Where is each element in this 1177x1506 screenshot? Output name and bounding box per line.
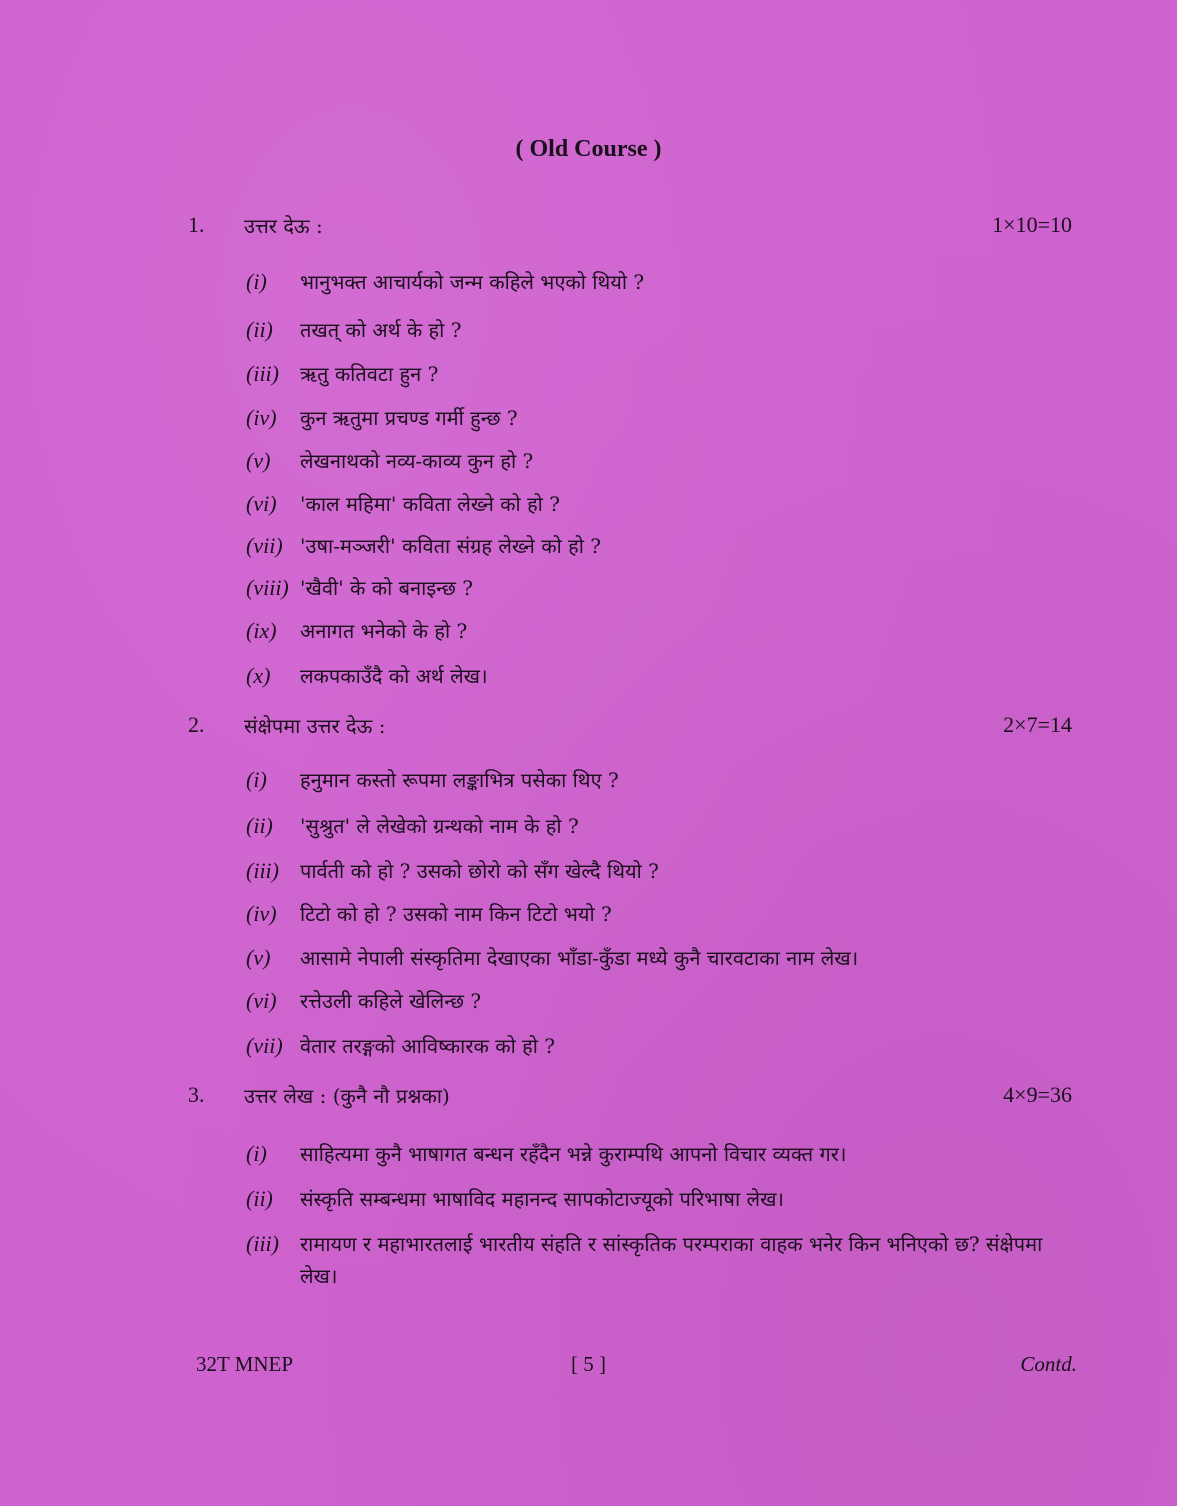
item-text: लेखनाथको नव्य-काव्य कुन हो ? [300,449,534,473]
item-text: 'सुश्रुत' ले लेखेको ग्रन्थको नाम के हो ? [300,814,579,838]
item-number: (vii) [246,1033,283,1058]
item-number: (ii) [246,317,273,342]
item-number: (ii) [246,1186,273,1211]
item-text: आसामे नेपाली संस्कृतिमा देखाएका भाँडा-कुँडा मध्ये कुनै चारवटाका नाम लेख। [300,946,859,970]
item-number: (vi) [246,988,277,1013]
item-number: (v) [246,945,271,970]
item-text: वेतार तरङ्गको आविष्कारक को हो ? [300,1034,555,1058]
item-number: (iv) [246,405,277,430]
question-number: 3. [188,1082,205,1107]
question-item [246,488,1086,520]
item-number: (viii) [246,575,289,600]
question-marks: 4×9=36 [1003,1082,1072,1107]
question-1-header [0,212,1177,246]
item-number: (iv) [246,901,277,926]
question-item [246,358,1086,390]
item-text: ऋतु कतिवटा हुन ? [300,362,439,386]
question-marks: 2×7=14 [1003,712,1072,737]
question-item [246,985,1086,1017]
question-item [246,266,1086,298]
item-text: अनागत भनेको के हो ? [300,619,468,643]
item-text: कुन ऋतुमा प्रचण्ड गर्मी हुन्छ ? [300,406,518,430]
item-text: 'उषा-मञ्जरी' कविता संग्रह लेख्ने को हो ? [300,534,601,558]
page-number: [ 5 ] [571,1352,606,1376]
item-number: (iii) [246,1231,279,1256]
page-title: ( Old Course ) [515,136,662,162]
question-item [246,1183,1086,1215]
item-text: पार्वती को हो ? उसको छोरो को सँग खेल्दै थियो ? [300,859,659,883]
paper-code: 32T MNEP [196,1352,294,1376]
item-number: (v) [246,448,271,473]
question-instruction: उत्तर लेख : (कुनै नौ प्रश्नका) [244,1084,450,1108]
item-text: संस्कृति सम्बन्धमा भाषाविद महानन्द सापकोटाज्यूको परिभाषा लेख। [300,1187,785,1211]
item-number: (i) [246,767,267,792]
question-item [246,942,1086,974]
item-text: हनुमान कस्तो रूपमा लङ्काभित्र पसेका थिए ? [300,768,619,792]
item-number: (iii) [246,361,279,386]
item-text: 'काल महिमा' कविता लेख्ने को हो ? [300,492,560,516]
question-item [246,1228,1086,1292]
question-instruction: संक्षेपमा उत्तर देऊ : [244,714,386,738]
item-number: (ix) [246,618,277,643]
question-item [246,314,1086,346]
question-item [246,855,1086,887]
question-item [246,1030,1086,1062]
item-text: 'खैवी' के को बनाइन्छ ? [300,576,473,600]
item-number: (i) [246,269,267,294]
item-number: (i) [246,1141,267,1166]
item-number: (ii) [246,813,273,838]
question-item [246,898,1086,930]
question-item [246,764,1086,796]
question-marks: 1×10=10 [992,212,1072,237]
item-number: (x) [246,663,271,688]
question-number: 1. [188,212,205,237]
continued-label: Contd. [1020,1352,1077,1376]
item-number: (iii) [246,858,279,883]
item-text: टिटो को हो ? उसको नाम किन टिटो भयो ? [300,902,612,926]
question-item [246,572,1086,604]
question-item [246,615,1086,647]
item-text: साहित्यमा कुनै भाषागत बन्धन रहँदैन भन्ने कुराम्पथि आपनो विचार व्यक्त गर। [300,1142,847,1166]
question-item [246,445,1086,477]
question-item [246,530,1086,562]
item-number: (vii) [246,533,283,558]
question-item [246,1138,1086,1170]
question-item [246,660,1086,692]
item-text: रत्तेउली कहिले खेलिन्छ ? [300,989,482,1013]
question-2-header [0,712,1177,746]
question-item [246,402,1086,434]
question-instruction: उत्तर देऊ : [244,214,323,238]
question-3-header [0,1082,1177,1116]
question-number: 2. [188,712,205,737]
question-item [246,810,1086,842]
item-text: तखत् को अर्थ के हो ? [300,318,462,342]
item-text: रामायण र महाभारतलाई भारतीय संहति र सांस्कृतिक परम्पराका वाहक भनेर किन भनिएको छ? संक्षेपमा लेख। [300,1232,1043,1288]
item-number: (vi) [246,491,277,516]
item-text: लकपकाउँदै को अर्थ लेख। [300,664,488,688]
item-text: भानुभक्त आचार्यको जन्म कहिले भएको थियो ? [300,270,645,294]
